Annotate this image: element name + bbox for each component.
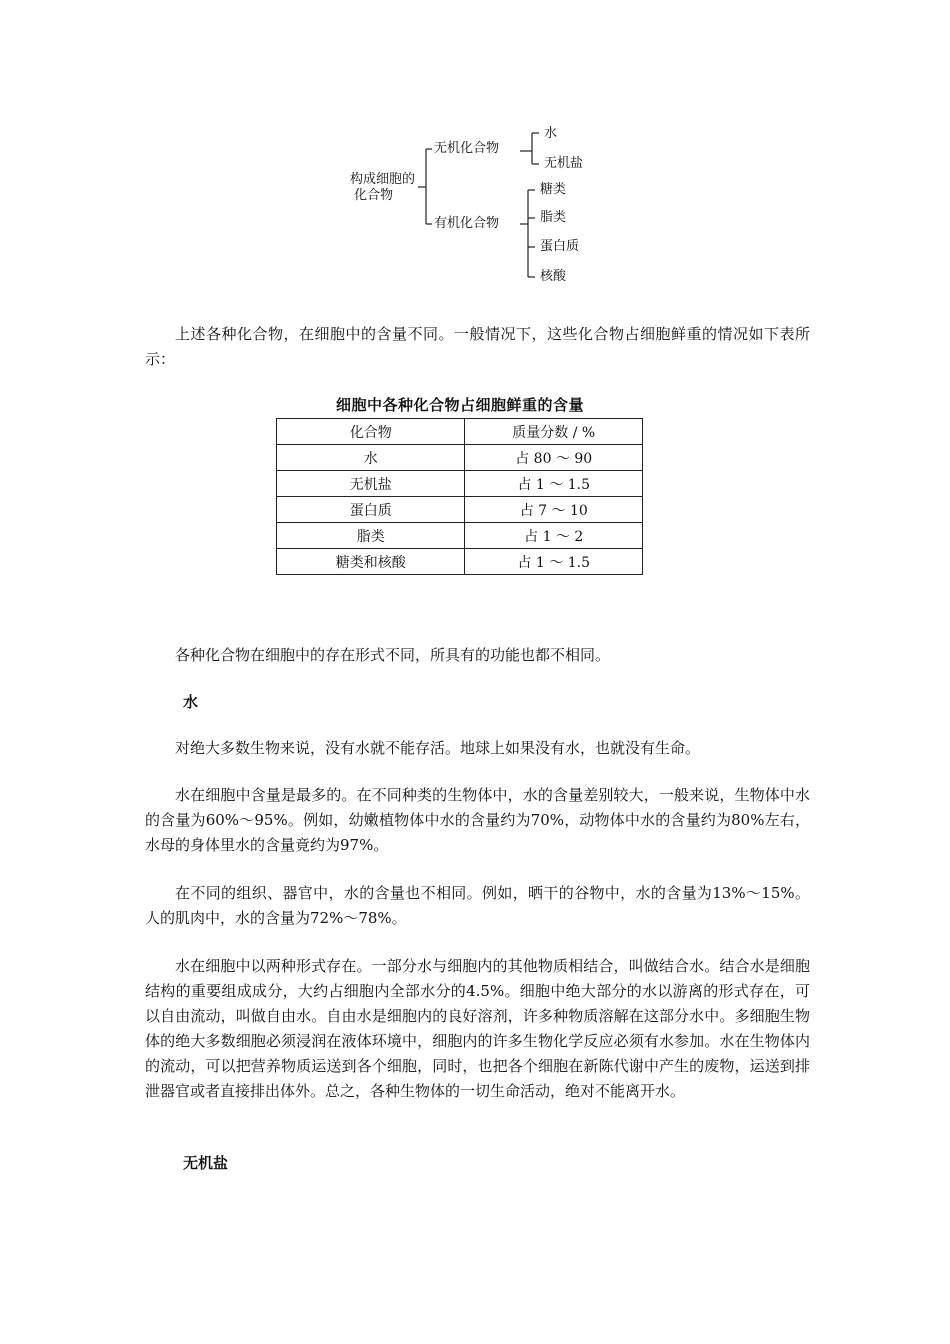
section-heading-water: 水 [183, 693, 199, 711]
water-paragraph-1: 对绝大多数生物来说，没有水就不能存活。地球上如果没有水，也就没有生命。 [175, 739, 701, 757]
table-header-compound: 化合物 [277, 419, 465, 445]
water-paragraph-4: 水在细胞中以两种形式存在。一部分水与细胞内的其他物质相结合，叫做结合水。结合水是细胞结构的重要组成成分，大约占细胞内全部水分的4.5%。细胞中绝大部分的水以游离的形式存在，可以自由流动，叫做自由水。自由水是细胞内的良好溶剂，许多种物质溶解在这部分水中。多细胞生物体的绝大多数细胞必须浸润在液体环境中，细胞内的许多生物化学反应必须有水参加。水在生物体内的流动，可以把营养物质运送到各个细胞，同时，也把各个细胞在新陈代谢中产生的废物，运送到排泄器官或者直接排出体外。总之，各种生物体的一切生命活动，绝对不能离开水。 [145, 957, 810, 1100]
table-row [277, 549, 643, 575]
intro-paragraph: 上述各种化合物，在细胞中的含量不同。一般情况下，这些化合物占细胞鲜重的情况如下表所示： [145, 325, 810, 368]
table-row [277, 497, 643, 523]
diagram-root-line2: 化合物 [354, 188, 394, 203]
diagram-item-sugar: 糖类 [540, 182, 567, 197]
table-title: 细胞中各种化合物占细胞鲜重的含量 [335, 396, 584, 414]
diagram-item-salt: 无机盐 [544, 156, 584, 171]
diagram-item-nucleic-acid: 核酸 [540, 269, 567, 284]
diagram-organic-label: 有机化合物 [434, 216, 500, 231]
water-paragraph-2: 水在细胞中含量是最多的。在不同种类的生物体中，水的含量差别较大，一般来说，生物体中水的含量为60%～95%。例如，幼嫩植物体中水的含量约为70%，动物体中水的含量约为80%左右，水母的身体里水的含量竟约为97%。 [145, 786, 810, 854]
diagram-root-line1: 构成细胞的 [350, 172, 416, 187]
compound-content-table [276, 418, 643, 575]
table-cell-compound: 无机盐 [277, 471, 465, 497]
diagram-item-water: 水 [544, 126, 558, 141]
table-header-mass-fraction: 质量分数 / % [465, 419, 643, 445]
table-cell-compound: 脂类 [277, 523, 465, 549]
table-row [277, 471, 643, 497]
section-heading-inorganic-salt: 无机盐 [183, 1154, 229, 1172]
compound-classification-diagram [340, 120, 620, 290]
table-cell-compound: 蛋白质 [277, 497, 465, 523]
table-row [277, 523, 643, 549]
diagram-item-protein: 蛋白质 [540, 239, 580, 254]
table-header-row [277, 419, 643, 445]
table-cell-value: 占 80 ～ 90 [465, 445, 643, 471]
diagram-inorganic-label: 无机化合物 [434, 141, 500, 156]
table-cell-compound: 水 [277, 445, 465, 471]
table-cell-value: 占 1 ～ 1.5 [465, 549, 643, 575]
water-paragraph-3: 在不同的组织、器官中，水的含量也不相同。例如，晒干的谷物中，水的含量为13%～15%。人的肌肉中，水的含量为72%～78%。 [145, 884, 810, 927]
diagram-item-lipid: 脂类 [540, 210, 567, 225]
table-cell-compound: 糖类和核酸 [277, 549, 465, 575]
table-row [277, 445, 643, 471]
table-cell-value: 占 1 ～ 2 [465, 523, 643, 549]
table-cell-value: 占 7 ～ 10 [465, 497, 643, 523]
table-cell-value: 占 1 ～ 1.5 [465, 471, 643, 497]
forms-paragraph: 各种化合物在细胞中的存在形式不同，所具有的功能也都不相同。 [175, 646, 611, 664]
